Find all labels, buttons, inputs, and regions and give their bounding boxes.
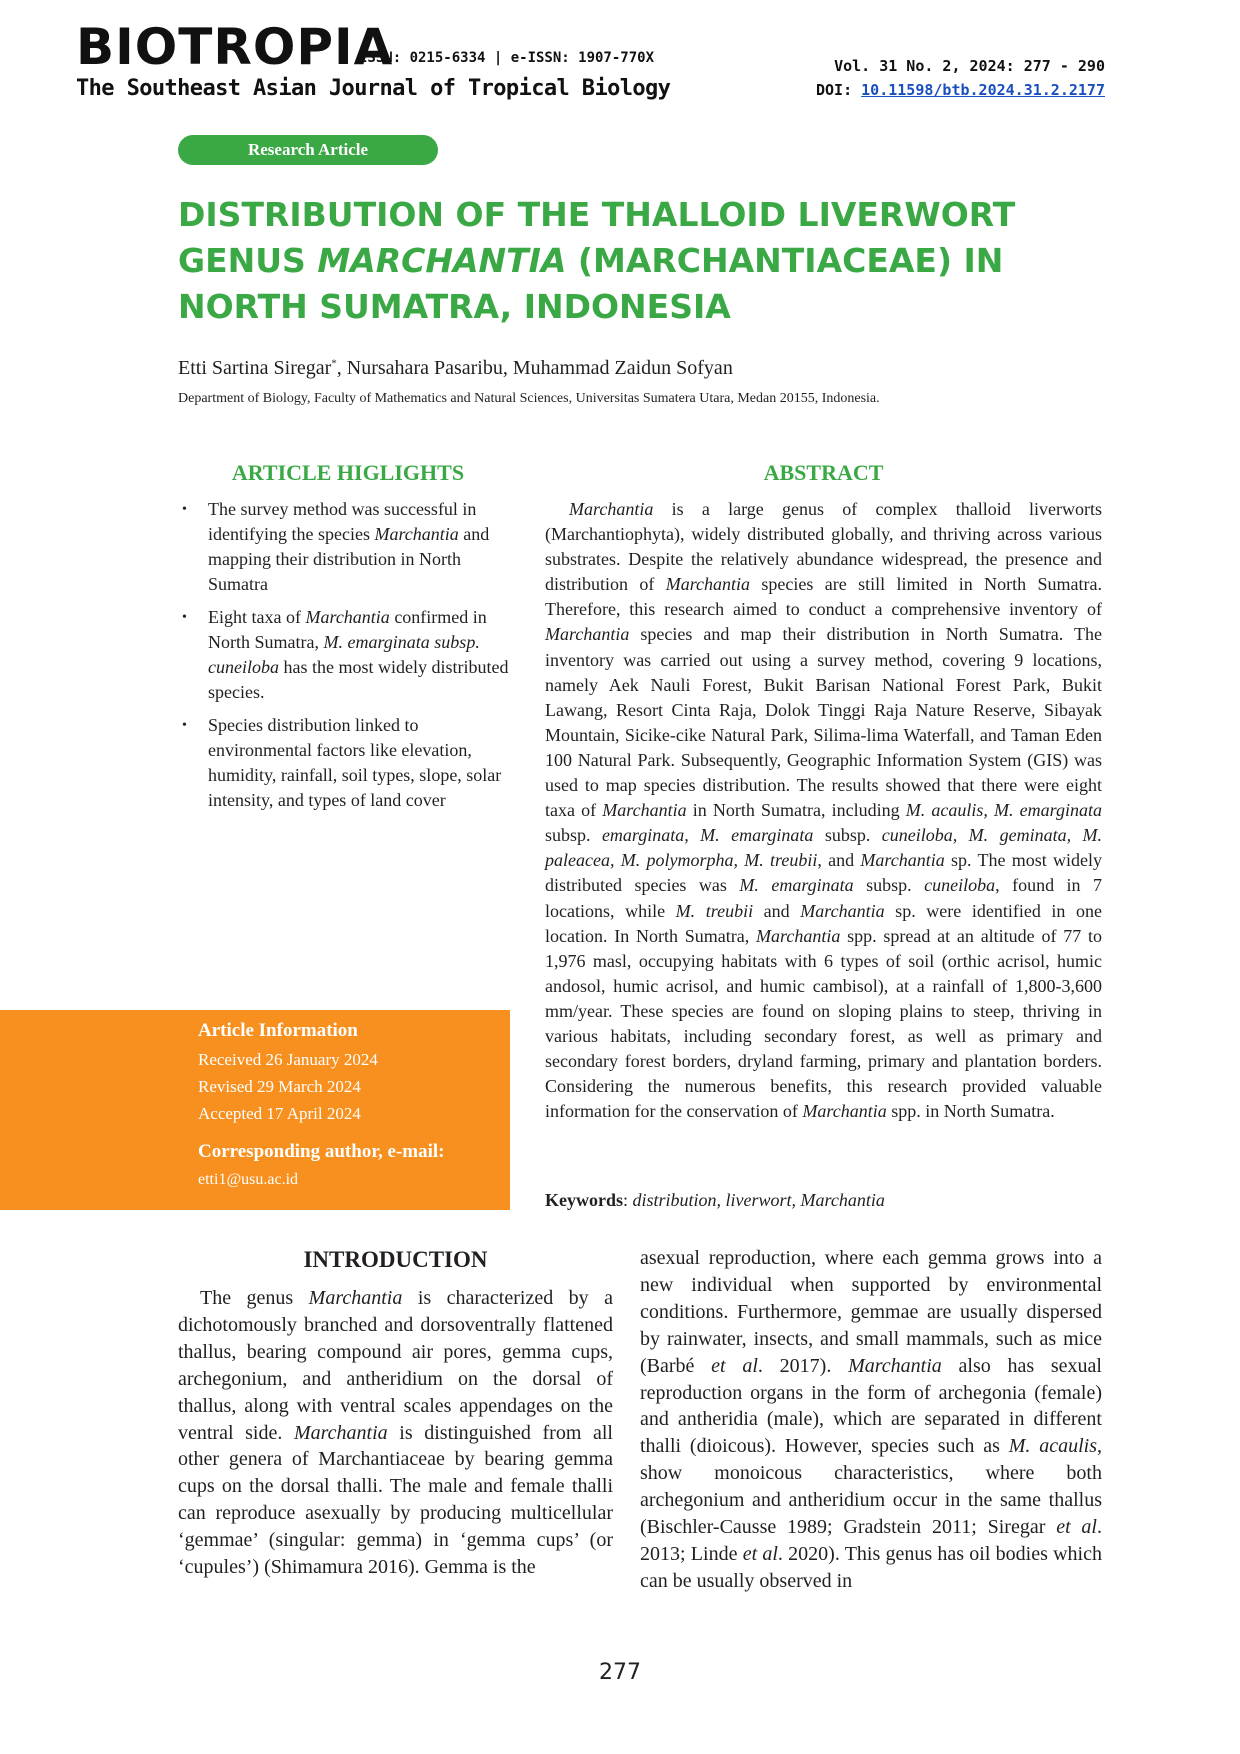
highlights-list bbox=[178, 497, 523, 821]
other-authors: , Nursahara Pasaribu, Muhammad Zaidun Sofyan bbox=[336, 357, 733, 379]
title-line-2 bbox=[178, 238, 1058, 284]
intro-text: asexual reproduction, where each gemma grows into a new individual when supported by environmental conditions. Furthermore, gemmae are usually dispersed by rainwater, insects, and small mammals, such as mice (Barbé bbox=[640, 1247, 1102, 1377]
abstract-italic: Marchantia bbox=[569, 499, 654, 519]
abstract-italic: cuneiloba, M. geminata, M. paleacea, M. polymorpha, M. treubii bbox=[545, 825, 1102, 871]
abstract-italic: Marchantia bbox=[860, 850, 945, 871]
highlight-item bbox=[178, 605, 523, 705]
abstract-italic: cuneiloba bbox=[924, 875, 996, 896]
intro-text: also has sexual reproduction organs in the form of archegonia (female) and antheridia (male), which are separated in different thalli (dioicous). However, species such as bbox=[640, 1354, 1102, 1458]
abstract-text: species and map their distribution in North Sumatra. The inventory was carried out using a survey method, covering 9 locations, namely Aek Nauli Forest, Bukit Barisan National Forest Park, Bukit Lawang, Resort Cinta Raja, Dolok Tinggi Raja Nature Reserve, Sibayak Mountain, Sicike-cike Natural Park, Silima-lima Waterfall, and Taman Eden 100 Natural Park. Subsequently, Geographic Information System (GIS) was used to map species distribution. The results showed that there were eight taxa of bbox=[545, 624, 1102, 821]
introduction-heading: INTRODUCTION bbox=[303, 1247, 488, 1272]
corresponding-heading: Corresponding author, e-mail: bbox=[198, 1141, 445, 1162]
intro-italic: Marchantia bbox=[848, 1354, 942, 1377]
title-text: GENUS bbox=[178, 241, 318, 280]
highlight-species: M. emarginata subsp. cuneiloba bbox=[208, 632, 480, 677]
highlight-item bbox=[178, 497, 523, 597]
highlight-text: confirmed in North Sumatra, bbox=[208, 607, 487, 652]
highlight-genus: Marchantia bbox=[305, 607, 390, 627]
title-text: (MARCHANTIACEAE) IN bbox=[566, 241, 1004, 280]
abstract-italic: Marchantia bbox=[802, 1101, 887, 1122]
highlight-text: Species distribution linked to environmental factors like elevation, humidity, rainfall, soil types, slope, solar intensity, and types of land cover bbox=[208, 715, 502, 810]
abstract-text: sp. were identified in one location. In North Sumatra, bbox=[545, 900, 1102, 946]
abstract-text: , and bbox=[817, 850, 861, 871]
author-list bbox=[178, 357, 733, 380]
introduction-right-column bbox=[640, 1245, 1102, 1595]
issn-line: ISSN: 0215-6334 | e-ISSN: 1907-770X bbox=[359, 50, 655, 66]
highlight-genus: Marchantia bbox=[374, 524, 459, 544]
intro-text: is distinguished from all other genera of Marchantiaceae by bearing gemma cups on the dorsal thalli. The male and female thalli can reproduce asexually by producing multicellular ‘gemmae’ (singular: gemma) in ‘gemma cups’ (or ‘cupules’) (Shimamura 2016). Gemma is the bbox=[178, 1421, 613, 1579]
accepted-date: Accepted 17 April 2024 bbox=[198, 1104, 361, 1123]
abstract-text: spp. in North Sumatra. bbox=[886, 1101, 1055, 1122]
article-info-content bbox=[198, 1016, 445, 1193]
intro-italic: Marchantia bbox=[293, 1421, 388, 1444]
journal-logo: BIOTROPIA bbox=[76, 18, 394, 76]
doi-line bbox=[816, 81, 1105, 99]
abstract-italic: Marchantia bbox=[545, 624, 630, 645]
abstract-text: , found in 7 locations, while bbox=[545, 875, 1103, 921]
highlight-text: Eight taxa of bbox=[208, 607, 306, 627]
highlights-heading: ARTICLE HIGLIGHTS bbox=[231, 460, 465, 485]
abstract-italic: Marchantia bbox=[665, 574, 751, 595]
abstract-heading: ABSTRACT bbox=[763, 460, 884, 485]
article-info-box bbox=[0, 1010, 510, 1210]
keywords-line bbox=[545, 1190, 885, 1211]
keywords-sep: : bbox=[623, 1190, 633, 1210]
abstract-italic: Marchantia bbox=[602, 800, 687, 821]
intro-italic: M. acaulis bbox=[1008, 1435, 1097, 1458]
abstract-italic: M. acaulis, M. emarginata bbox=[905, 800, 1102, 821]
intro-text: . 2020). This genus has oil bodies which can be usually observed in bbox=[640, 1542, 1102, 1592]
doi-link[interactable]: 10.11598/btb.2024.31.2.2177 bbox=[861, 81, 1105, 99]
highlight-text: has the most widely distributed species. bbox=[208, 657, 509, 702]
intro-italic: et al bbox=[1056, 1516, 1097, 1539]
abstract-body bbox=[545, 497, 1102, 1124]
abstract-text: subsp. bbox=[545, 825, 602, 846]
abstract-text: sp. The most widely distributed species was bbox=[545, 850, 1102, 896]
intro-italic: et al bbox=[711, 1354, 758, 1377]
intro-text: , show monoicous characteristics, where both archegonium and antheridium occur in the same thallus (Bischler-Causse 1989; Gradstein 2011; Siregar bbox=[640, 1435, 1102, 1539]
keywords-value: distribution, liverwort, Marchantia bbox=[632, 1190, 885, 1210]
abstract-italic: M. treubii bbox=[675, 900, 754, 921]
affiliation: Department of Biology, Faculty of Mathematics and Natural Sciences, Universitas Sumatera Utara, Medan 20155, Indonesia. bbox=[178, 391, 880, 406]
corresponding-marker: * bbox=[331, 357, 337, 370]
abstract-text: species are still limited in North Sumatra. Therefore, this research aimed to conduct a comprehensive inventory of bbox=[545, 574, 1102, 620]
highlight-text: and mapping their distribution in North Sumatra bbox=[208, 524, 490, 594]
title-line-3: NORTH SUMATRA, INDONESIA bbox=[178, 287, 731, 326]
bullet-icon: • bbox=[182, 718, 187, 733]
intro-text: . 2013; Linde bbox=[640, 1516, 1102, 1565]
journal-subtitle: The Southeast Asian Journal of Tropical Biology bbox=[76, 76, 671, 101]
title-line-1: DISTRIBUTION OF THE THALLOID LIVERWORT bbox=[178, 195, 1016, 234]
intro-italic: et al bbox=[742, 1542, 778, 1565]
received-date: Received 26 January 2024 bbox=[198, 1050, 378, 1069]
intro-text: is characterized by a dichotomously branched and dorsoventrally flattened thallus, bearing compound air pores, gemma cups, archegonium, and antheridium on the dorsal of thallus, along with ventral scales appendages on the ventral side. bbox=[178, 1287, 613, 1444]
introduction-left-column bbox=[178, 1285, 613, 1581]
intro-text: . 2017). bbox=[757, 1354, 849, 1377]
revised-date: Revised 29 March 2024 bbox=[198, 1077, 361, 1096]
page-number: 277 bbox=[599, 1660, 641, 1685]
abstract-italic: Marchantia bbox=[756, 925, 841, 946]
corresponding-email[interactable]: etti1@usu.ac.id bbox=[198, 1171, 299, 1188]
keywords-label: Keywords bbox=[545, 1190, 623, 1210]
abstract-text: subsp. bbox=[853, 875, 925, 896]
highlight-text: The survey method was successful in identifying the species bbox=[208, 499, 477, 544]
abstract-italic: Marchantia bbox=[800, 900, 885, 921]
title-genus: MARCHANTIA bbox=[317, 241, 567, 280]
bullet-icon: • bbox=[182, 610, 187, 625]
abstract-text: in North Sumatra, including bbox=[686, 800, 906, 821]
article-type-badge: Research Article bbox=[178, 135, 438, 165]
article-info-heading: Article Information bbox=[198, 1020, 358, 1041]
first-author: Etti Sartina Siregar bbox=[178, 357, 332, 379]
volume-info: Vol. 31 No. 2, 2024: 277 - 290 bbox=[834, 57, 1105, 75]
abstract-italic: emarginata, M. emarginata bbox=[601, 825, 814, 846]
article-title bbox=[178, 192, 1058, 330]
doi-label: DOI: bbox=[816, 81, 862, 99]
intro-text: The genus bbox=[200, 1287, 309, 1309]
abstract-text: is a large genus of complex thalloid liverworts (Marchantiophyta), widely distributed globally, and thriving across various substrates. Despite the relatively abundance widespread, the presence and distribution of bbox=[545, 499, 1102, 595]
abstract-text: spp. spread at an altitude of 77 to 1,976 masl, occupying habitats with 6 types of soil (orthic acrisol, humic andosol, humic acrisol, and humic cambisol), at a rainfall of 1,800-3,600 mm/year. These species are found on sloping plains to steep, thriving in various habitats, including secondary forest, as well as primary and secondary forest borders, dryland farming, primary and plantation borders. Considering the numerous benefits, this research provided valuable information for the conservation of bbox=[545, 925, 1102, 1122]
bullet-icon: • bbox=[182, 502, 187, 517]
abstract-text: subsp. bbox=[813, 825, 882, 846]
highlight-item bbox=[178, 713, 523, 813]
abstract-text: and bbox=[753, 900, 801, 921]
intro-italic: Marchantia bbox=[308, 1287, 403, 1309]
abstract-italic: M. emarginata bbox=[739, 875, 854, 896]
